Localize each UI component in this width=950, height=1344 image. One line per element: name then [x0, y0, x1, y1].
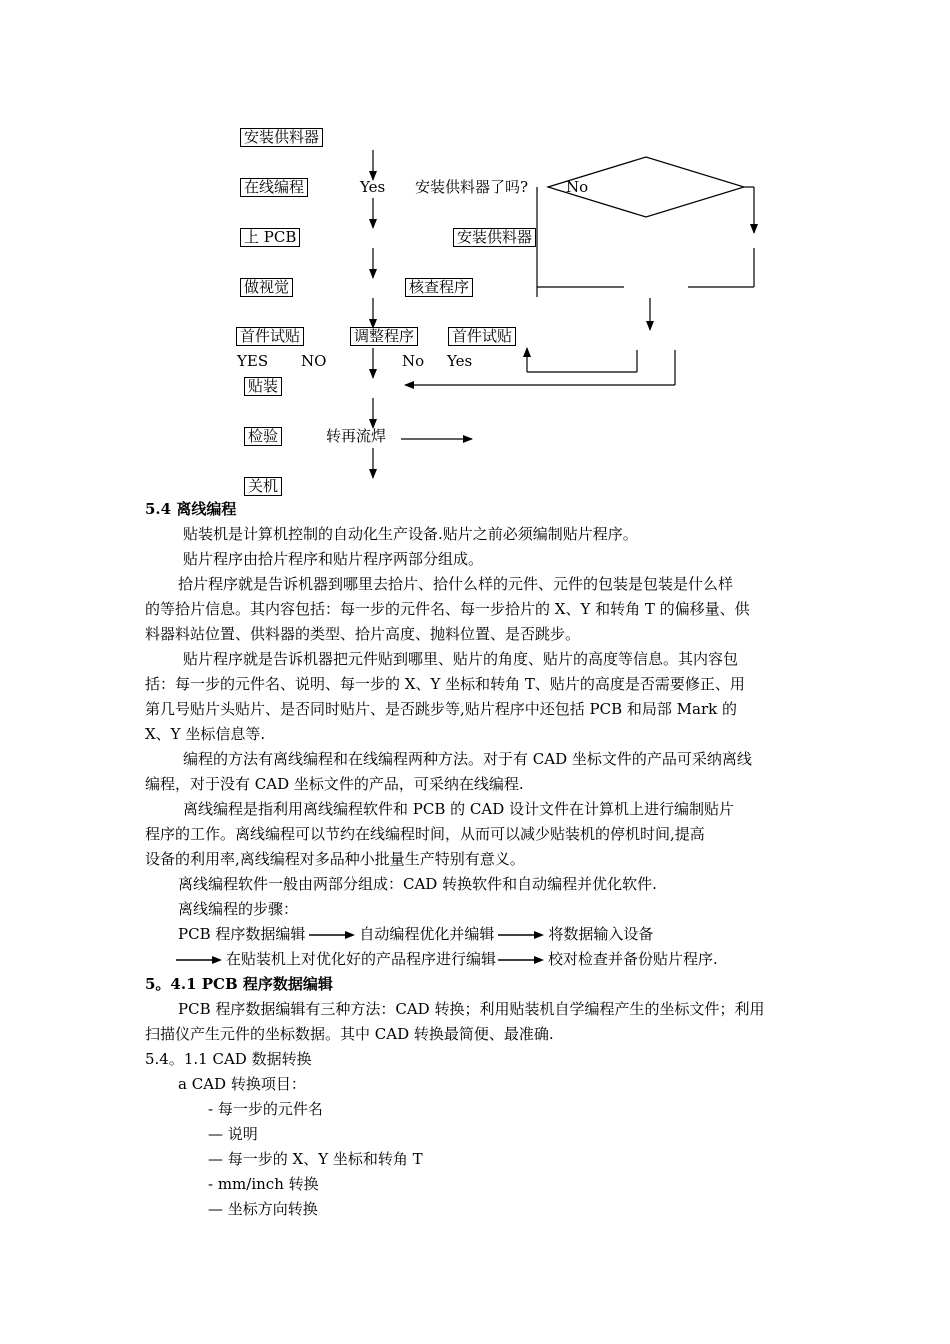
steps-line-2 — [172, 947, 718, 972]
box-shutdown: 关机 — [244, 477, 282, 496]
step-4: 在贴装机上对优化好的产品程序进行编辑 — [226, 950, 497, 968]
subheading-cad-items: a CAD 转换项目： — [178, 1075, 306, 1093]
para-4-line-3: 第几号贴片头贴片、是否同时贴片、是否跳步等,贴片程序中还包括 PCB 和局部 Mark 的 — [145, 700, 737, 718]
box-first-trial-2: 首件试贴 — [448, 327, 516, 346]
box-install-feeder: 安装供料器 — [240, 128, 323, 147]
box-vision: 做视觉 — [240, 278, 293, 297]
label-yes-2: YES — [237, 352, 269, 370]
list-item: - mm/inch 转换 — [208, 1175, 319, 1193]
step-2: 自动编程优化并编辑 — [359, 925, 495, 943]
para-2: 贴片程序由拾片程序和贴片程序两部分组成。 — [183, 550, 484, 568]
step-5: 校对检查并备份贴片程序. — [548, 950, 718, 968]
label-yes-1: Yes — [360, 178, 386, 196]
para-541-line-2: 扫描仪产生元件的坐标数据。其中 CAD 转换最简便、最准确. — [145, 1025, 554, 1043]
label-no-2: NO — [301, 352, 327, 370]
step-1: PCB 程序数据编辑 — [178, 925, 306, 943]
list-item: — 坐标方向转换 — [208, 1200, 318, 1218]
step-arrow-1 — [309, 930, 355, 940]
flowchart — [0, 0, 950, 500]
box-first-trial: 首件试贴 — [236, 327, 304, 346]
label-no-1: No — [566, 178, 589, 196]
box-inspect: 检验 — [244, 427, 282, 446]
list-item: — 每一步的 X、Y 坐标和转角 T — [208, 1150, 423, 1168]
box-check-program: 核查程序 — [405, 278, 473, 297]
flowchart-lines — [0, 0, 950, 500]
para-6-line-1: 离线编程是指利用离线编程软件和 PCB 的 CAD 设计文件在计算机上进行编制贴片 — [183, 800, 735, 818]
para-4-line-2: 括：每一步的元件名、说明、每一步的 X、Y 坐标和转角 T、贴片的高度是否需要修正、用 — [145, 675, 745, 693]
step-arrow-2 — [498, 930, 544, 940]
para-6-line-2: 程序的工作。离线编程可以节约在线编程时间，从而可以减少贴装机的停机时间,提高 — [145, 825, 705, 843]
step-arrow-4 — [498, 955, 544, 965]
para-3-line-3: 料器料站位置、供料器的类型、拾片高度、抛料位置、是否跳步。 — [145, 625, 581, 643]
para-5-line-2: 编程，对于没有 CAD 坐标文件的产品，可采纳在线编程. — [145, 775, 524, 793]
para-541-line-1: PCB 程序数据编辑有三种方法：CAD 转换；利用贴装机自学编程产生的坐标文件；利用 — [178, 1000, 765, 1018]
step-arrow-3 — [176, 955, 222, 965]
list-item: — 说明 — [208, 1125, 258, 1143]
para-3-line-1: 拾片程序就是告诉机器到哪里去拾片、拾什么样的元件、元件的包装是包装是什么样 — [178, 575, 734, 593]
box-load-pcb: 上 PCB — [240, 228, 300, 247]
para-4-line-4: X、Y 坐标信息等. — [145, 725, 266, 743]
label-to-reflow: 转再流焊 — [326, 427, 387, 445]
list-item: - 每一步的元件名 — [208, 1100, 323, 1118]
para-5-line-1: 编程的方法有离线编程和在线编程两种方法。对于有 CAD 坐标文件的产品可采纳离线 — [183, 750, 752, 768]
decision-question: 安装供料器了吗? — [415, 178, 529, 196]
steps-line-1 — [178, 922, 653, 947]
para-1: 贴装机是计算机控制的自动化生产设备.贴片之前必须编制贴片程序。 — [183, 525, 638, 543]
label-no-3: No — [402, 352, 425, 370]
para-7: 离线编程软件一般由两部分组成：CAD 转换软件和自动编程并优化软件. — [178, 875, 657, 893]
label-yes-3: Yes — [447, 352, 473, 370]
box-online-programming: 在线编程 — [240, 178, 308, 197]
para-3-line-2: 的等拾片信息。其内容包括：每一步的元件名、每一步拾片的 X、Y 和转角 T 的偏移量、供 — [145, 600, 750, 618]
para-4-line-1: 贴片程序就是告诉机器把元件贴到哪里、贴片的角度、贴片的高度等信息。其内容包 — [183, 650, 739, 668]
box-adjust-program: 调整程序 — [350, 327, 418, 346]
box-install-feeder-2: 安装供料器 — [453, 228, 536, 247]
para-8: 离线编程的步骤： — [178, 900, 299, 918]
heading-5-4: 5.4 离线编程 — [145, 500, 237, 518]
para-6-line-3: 设备的利用率,离线编程对多品种小批量生产特别有意义。 — [145, 850, 525, 868]
heading-5-4-1: 5。4.1 PCB 程序数据编辑 — [145, 975, 333, 993]
box-mount: 贴装 — [244, 377, 282, 396]
step-3: 将数据输入设备 — [548, 925, 654, 943]
heading-5-4-1-1: 5.4。1.1 CAD 数据转换 — [145, 1050, 312, 1068]
